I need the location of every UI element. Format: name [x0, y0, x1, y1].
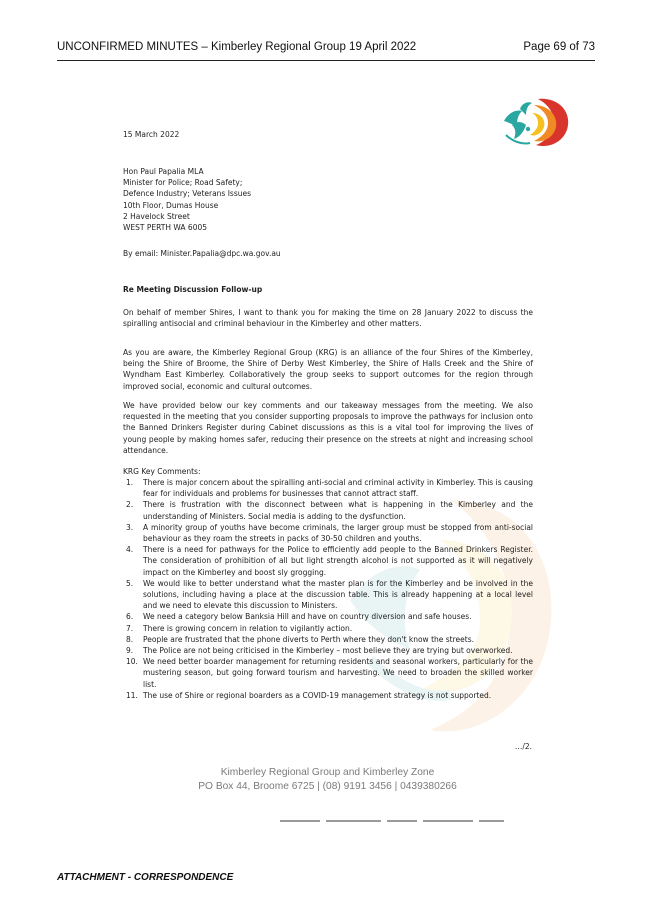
item-text: We need better boarder management for returning residents and seasonal workers, particularly for the mustering season, but going forward tourism and harvesting. We need to broaden the skilled worker list. [143, 657, 533, 689]
item-number: 9. [126, 646, 134, 656]
item-text: A minority group of youths have become criminals, the larger group must be stopped from anti-social behaviour as they roam the streets in packs of 30-50 children and youths. [143, 522, 533, 544]
address-line: Defence Industry; Veterans Issues [123, 189, 252, 199]
list-item [123, 645, 533, 656]
list-item [123, 477, 533, 499]
list-item [123, 690, 533, 701]
list-item [123, 656, 533, 690]
list-item [123, 611, 533, 622]
item-number: 6. [126, 612, 134, 622]
paragraph: We have provided below our key comments and our takeaway messages from the meeting. We also requested in the meeting that you consider supporting proposals to improve the pathways for inclusion onto the Banned Drinkers Register during Cabinet discussions as this is a vital tool for improving the lives of young people by making homes safer, reducing their presence on the streets at night and increasing school attendance. [123, 401, 533, 455]
paragraph: On behalf of member Shires, I want to thank you for making the time on 28 January 2022 to discuss the spiralling antisocial and criminal behaviour in the Kimberley and other matters. [123, 308, 533, 329]
address-line: Minister for Police; Road Safety; [123, 178, 243, 188]
list-item [123, 623, 533, 634]
paragraph: As you are aware, the Kimberley Regional Group (KRG) is an alliance of the four Shires of the Kimberley, being the Shire of Broome, the Shire of Derby West Kimberley, the Shire of Halls Creek and the Shire of Wyndham East Kimberley. Collaboratively the group seeks to support outcomes for the region through improved social, economic and cultural outcomes. [123, 348, 533, 391]
email-line: By email: Minister.Papalia@dpc.wa.gov.au [123, 249, 281, 258]
list-item [123, 499, 533, 521]
item-number: 2. [126, 500, 134, 510]
item-text: There is a need for pathways for the Police to efficiently add people to the Banned Drinkers Register. The consideration of prohibition of all but light strength alcohol is not supported as it will negatively impact on the Kimberley and boost sly grogging. [143, 545, 533, 577]
item-number: 1. [126, 478, 134, 487]
list-item [123, 522, 533, 544]
krg-logo-icon [498, 95, 572, 151]
list-item [123, 544, 533, 578]
continued-marker: …/2. [514, 742, 532, 751]
item-text: The use of Shire or regional boarders as a COVID-19 management strategy is not supported. [143, 690, 492, 700]
header-rule [57, 60, 595, 61]
item-text: There is growing concern in relation to vigilantly action. [143, 623, 353, 633]
address-line: WEST PERTH WA 6005 [123, 223, 208, 233]
key-comments-title: KRG Key Comments: [123, 467, 201, 476]
page-header [57, 41, 595, 57]
subject-heading: Re Meeting Discussion Follow-up [123, 285, 263, 294]
item-number: 7. [126, 623, 134, 633]
cropped-footer-line [280, 820, 510, 824]
item-number: 5. [126, 578, 134, 588]
letter-date: 15 March 2022 [123, 130, 180, 139]
item-number: 4. [126, 545, 134, 555]
list-item [123, 634, 533, 645]
address-line: Hon Paul Papalia MLA [123, 167, 204, 176]
item-text: We need a category below Banksia Hill and have on country diversion and safe houses. [143, 612, 472, 622]
item-text: There is frustration with the disconnect between what is happening in the Kimberley and the understanding of Ministers. Social media is adding to the dysfunction. [143, 500, 533, 521]
key-comments-list [123, 477, 533, 701]
item-number: 11. [126, 690, 138, 700]
recipient-address [123, 166, 533, 233]
item-text: People are frustrated that the phone diverts to Perth where they don't know the streets. [143, 634, 474, 644]
list-item [123, 578, 533, 612]
attachment-label: ATTACHMENT - CORRESPONDENCE [57, 872, 234, 883]
item-number: 3. [126, 522, 134, 532]
item-number: 8. [126, 634, 134, 644]
address-line: 2 Havelock Street [123, 211, 190, 221]
header-title: UNCONFIRMED MINUTES – Kimberley Regional Group 19 April 2022 [57, 41, 417, 53]
page-number: Page 69 of 73 [523, 41, 595, 53]
address-line: 10th Floor, Dumas House [123, 200, 219, 210]
footer-org: Kimberley Regional Group and Kimberley Zone [220, 767, 435, 778]
item-number: 10. [126, 657, 138, 667]
item-text: The Police are not being criticised in the Kimberley – most believe they are trying but overworked. [143, 646, 513, 656]
item-text: We would like to better understand what the master plan is for the Kimberley and be involved in the solutions, including having a place at the discussion table. This is already happening at a local level and we need to elevate this discussion to Ministers. [143, 578, 533, 611]
item-text: There is major concern about the spiralling anti-social and criminal activity in Kimberley. This is causing fear for individuals and problems for businesses that cannot attract staff. [143, 478, 533, 499]
footer-contact: PO Box 44, Broome 6725 | (08) 9191 3456 | 0439380266 [198, 781, 457, 792]
